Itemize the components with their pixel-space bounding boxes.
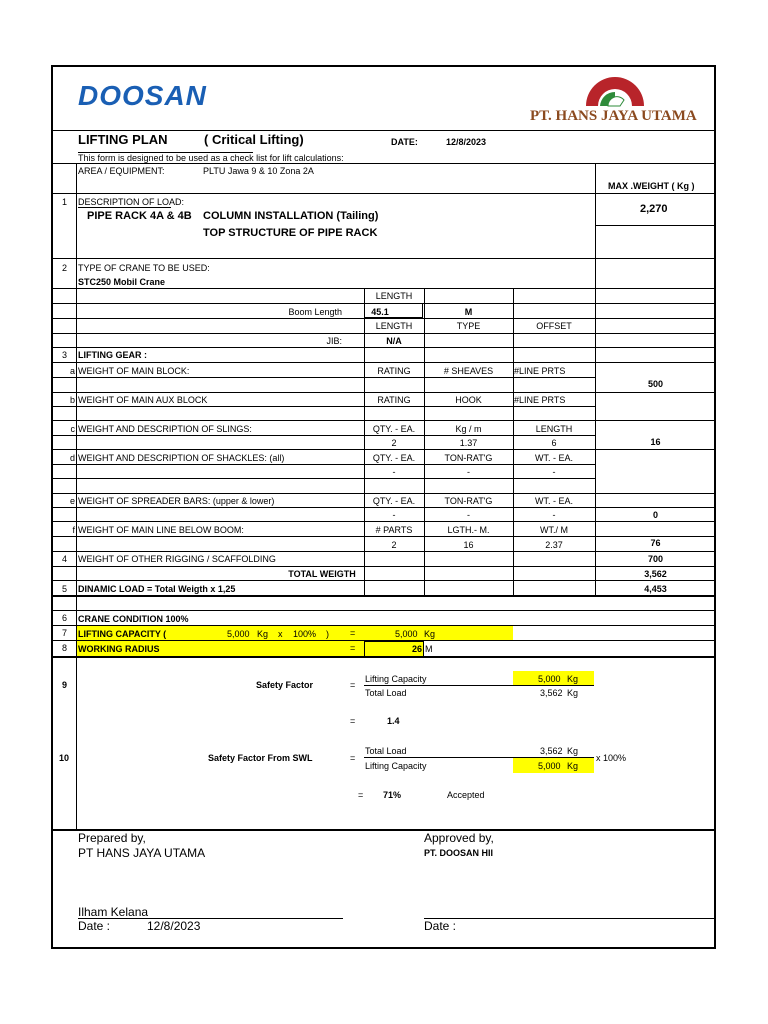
hans-jaya-logo [530, 70, 695, 126]
capacity-result-unit: Kg [424, 629, 436, 639]
approved-company: PT. DOOSAN HII [424, 848, 494, 858]
row-line [51, 521, 716, 522]
row-line [51, 656, 716, 658]
max-weight-label: MAX .WEIGHT ( Kg ) [608, 181, 695, 191]
jib-h-type: TYPE [456, 321, 481, 331]
load-line-1b: COLUMN INSTALLATION (Tailing) [203, 210, 379, 222]
prepared-label: Prepared by, [78, 831, 146, 845]
row-line [51, 551, 716, 552]
form-note: This form is designed to be used as a check list for lift calculations: [78, 153, 344, 163]
gear-d-letter: d [69, 453, 75, 463]
doosan-logo: DOOSAN [78, 80, 207, 111]
gear-e-label: WEIGHT OF SPREADER BARS: (upper & lower) [78, 496, 275, 506]
swl-result-eq: = [358, 790, 364, 800]
swl-eq: = [350, 753, 356, 763]
gear-e-v1: - [392, 510, 396, 520]
dynamic-value: 4,453 [644, 584, 667, 594]
gear-f-label: WEIGHT OF MAIN LINE BELOW BOOM: [78, 525, 244, 535]
row-line [51, 258, 716, 259]
frame-bottom [51, 947, 716, 949]
capacity-label: LIFTING CAPACITY ( [78, 629, 167, 639]
capacity-x: x [278, 629, 283, 639]
gear-c-v3: 6 [551, 438, 557, 448]
gear-a-label: WEIGHT OF MAIN BLOCK: [78, 366, 190, 376]
length-header: LENGTH [375, 291, 413, 301]
row-line [51, 507, 716, 508]
swl-label: Safety Factor From SWL [208, 753, 313, 763]
gear-d-h1: QTY. - EA. [372, 453, 416, 463]
row-line [51, 406, 595, 407]
swl-den-unit: Kg [567, 761, 579, 771]
capacity-close: ) [326, 629, 329, 639]
total-label: TOTAL WEIGTH [288, 569, 356, 579]
gear-e-letter: e [69, 496, 75, 506]
swl-result: 71% [383, 790, 402, 800]
gear-b-label: WEIGHT OF MAIN AUX BLOCK [78, 395, 208, 405]
row-line [51, 362, 716, 363]
row-num: 9 [62, 680, 68, 690]
row-line [51, 435, 595, 436]
row-line [51, 580, 716, 581]
row-num: 8 [62, 643, 68, 653]
gear-c-h2: Kg / m [455, 424, 482, 434]
gear-e-v2: - [467, 510, 470, 520]
row-num: 7 [62, 628, 68, 638]
gear-a-h2: # SHEAVES [443, 366, 494, 376]
safety-den-value: 3,562 [540, 688, 563, 698]
gear-e-h1: QTY. - EA. [372, 496, 416, 506]
partner-name: PT. HANS JAYA UTAMA [530, 108, 697, 124]
capacity-kg: Kg [257, 629, 269, 639]
gear-d-v1: - [392, 467, 396, 477]
condition-label: CRANE CONDITION 100% [78, 614, 189, 624]
safety-result-eq: = [350, 716, 356, 726]
capacity-cap: 5,000 [227, 629, 250, 639]
hans-jaya-emblem-icon [580, 70, 650, 108]
gear-c-weight: 16 [650, 437, 661, 447]
load-line-2: TOP STRUCTURE OF PIPE RACK [203, 227, 378, 239]
row-line [51, 493, 716, 494]
row-num: 1 [62, 197, 68, 207]
frame-top [51, 65, 716, 67]
gear-a-letter: a [69, 366, 75, 376]
dynamic-label: DINAMIC LOAD = Total Weigth x 1,25 [78, 584, 236, 594]
gear-b-h1: RATING [377, 395, 411, 405]
gear-e-h2: TON-RAT'G [444, 496, 493, 506]
boom-unit: M [464, 307, 473, 317]
radius-eq: = [350, 643, 356, 653]
load-label: DESCRIPTION OF LOAD: [78, 197, 185, 207]
gear-c-letter: c [70, 424, 75, 434]
gear-b-letter: b [69, 395, 75, 405]
form-subtitle: ( Critical Lifting) [204, 132, 304, 147]
prepared-name: Ilham Kelana [78, 905, 149, 919]
gear-f-weight: 76 [650, 538, 661, 548]
gear-f-v2: 16 [463, 540, 474, 550]
swl-num-label: Total Load [365, 746, 407, 756]
gear-a-h1: RATING [377, 366, 411, 376]
prepared-company: PT HANS JAYA UTAMA [78, 846, 206, 860]
boom-value: 45.1 [371, 307, 389, 317]
swl-den-value: 5,000 [538, 761, 561, 771]
row-num: 2 [62, 263, 68, 273]
row-line [51, 193, 716, 194]
row-line [51, 288, 716, 289]
jib-h-length: LENGTH [375, 321, 413, 331]
load-label-underline [78, 207, 171, 208]
gear-d-v3: - [552, 467, 556, 477]
row-line [51, 333, 716, 334]
row-line [51, 595, 716, 597]
row-line [51, 536, 716, 537]
rigging-label: WEIGHT OF OTHER RIGGING / SCAFFOLDING [78, 554, 276, 564]
prepared-date-label: Date : [78, 919, 111, 933]
gear-b-h2: HOOK [455, 395, 482, 405]
form-title: LIFTING PLAN [78, 132, 168, 147]
gear-a-h3: #LINE PRTS [514, 366, 566, 376]
row-line [51, 829, 716, 831]
gear-f-v1: 2 [391, 540, 397, 550]
gear-c-h3: LENGTH [535, 424, 573, 434]
row-num: 3 [62, 350, 68, 360]
row-num: 4 [62, 554, 68, 564]
row-line [51, 318, 716, 319]
approved-date-label: Date : [424, 919, 457, 933]
row-line [51, 449, 716, 450]
gear-c-h1: QTY. - EA. [372, 424, 416, 434]
safety-eq: = [350, 680, 356, 690]
gear-c-v2: 1.37 [459, 438, 478, 448]
row-num: 6 [62, 613, 68, 623]
safety-num-value: 5,000 [538, 674, 561, 684]
prepared-date: 12/8/2023 [147, 919, 201, 933]
gear-b-h3: #LINE PRTS [514, 395, 566, 405]
row-line [51, 478, 595, 479]
signature-line [424, 918, 714, 919]
row-line [51, 566, 716, 567]
gear-d-h2: TON-RAT'G [444, 453, 493, 463]
area-label: AREA / EQUIPMENT: [78, 166, 165, 176]
swl-status: Accepted [447, 790, 485, 800]
signature-line [78, 918, 343, 919]
safety-num-unit: Kg [567, 674, 579, 684]
safety-num-label: Lifting Capacity [365, 674, 427, 684]
gear-e-v3: - [552, 510, 556, 520]
radius-unit: M [425, 644, 433, 654]
gear-f-h2: LGTH.- M. [447, 525, 490, 535]
gear-c-label: WEIGHT AND DESCRIPTION OF SLINGS: [78, 424, 252, 434]
row-line [51, 610, 716, 611]
safety-den-label: Total Load [365, 688, 407, 698]
capacity-pct: 100% [293, 629, 317, 639]
boom-label: Boom Length [288, 307, 342, 317]
col-line-num [76, 163, 77, 657]
gear-label: LIFTING GEAR : [78, 350, 147, 360]
row-line [595, 225, 716, 226]
gear-d-label: WEIGHT AND DESCRIPTION OF SHACKLES: (all) [78, 453, 285, 463]
row-num: 10 [59, 753, 70, 763]
radius-label: WORKING RADIUS [78, 644, 160, 654]
jib-h-offset: OFFSET [536, 321, 572, 331]
gear-f-v3: 2.37 [545, 540, 563, 550]
col-line-num [76, 656, 77, 829]
row-line [51, 377, 595, 378]
row-line [51, 347, 716, 348]
header-line [51, 130, 716, 131]
gear-f-h1: # PARTS [375, 525, 413, 535]
load-weight: 2,270 [640, 203, 668, 215]
load-line-1a: PIPE RACK 4A & 4B [87, 210, 192, 222]
swl-den-label: Lifting Capacity [365, 761, 427, 771]
date-value: 12/8/2023 [446, 137, 487, 147]
gear-c-v1: 2 [391, 438, 397, 448]
jib-value: N/A [386, 336, 402, 346]
gear-d-h3: WT. - EA. [535, 453, 573, 463]
capacity-result: 5,000 [395, 629, 418, 639]
jib-label: JIB: [326, 336, 342, 346]
capacity-eq: = [350, 628, 356, 638]
total-value: 3,562 [644, 569, 667, 579]
gear-d-v2: - [467, 467, 470, 477]
swl-num-value: 3,562 [540, 746, 563, 756]
approved-label: Approved by, [424, 831, 494, 845]
gear-f-letter: f [72, 525, 75, 535]
swl-mult: x 100% [596, 753, 627, 763]
row-line [51, 420, 716, 421]
gear-e-h3: WT. - EA. [535, 496, 573, 506]
gear-a-weight: 500 [647, 379, 664, 389]
area-value: PLTU Jawa 9 & 10 Zona 2A [203, 166, 314, 176]
radius-value: 26 [411, 644, 422, 654]
safety-result: 1.4 [387, 716, 400, 726]
crane-label: TYPE OF CRANE TO BE USED: [78, 263, 210, 273]
date-label: DATE: [391, 137, 418, 147]
gear-e-weight: 0 [652, 510, 658, 520]
swl-num-unit: Kg [567, 746, 579, 756]
crane-value: STC250 Mobil Crane [78, 277, 166, 287]
safety-den-unit: Kg [567, 688, 579, 698]
row-line [51, 163, 716, 164]
row-line [51, 392, 716, 393]
row-num: 5 [62, 584, 68, 594]
fraction-line [364, 685, 594, 686]
row-line [51, 464, 595, 465]
safety-label: Safety Factor [256, 680, 314, 690]
gear-f-h3: WT./ M [540, 525, 568, 535]
rigging-weight: 700 [647, 554, 664, 564]
